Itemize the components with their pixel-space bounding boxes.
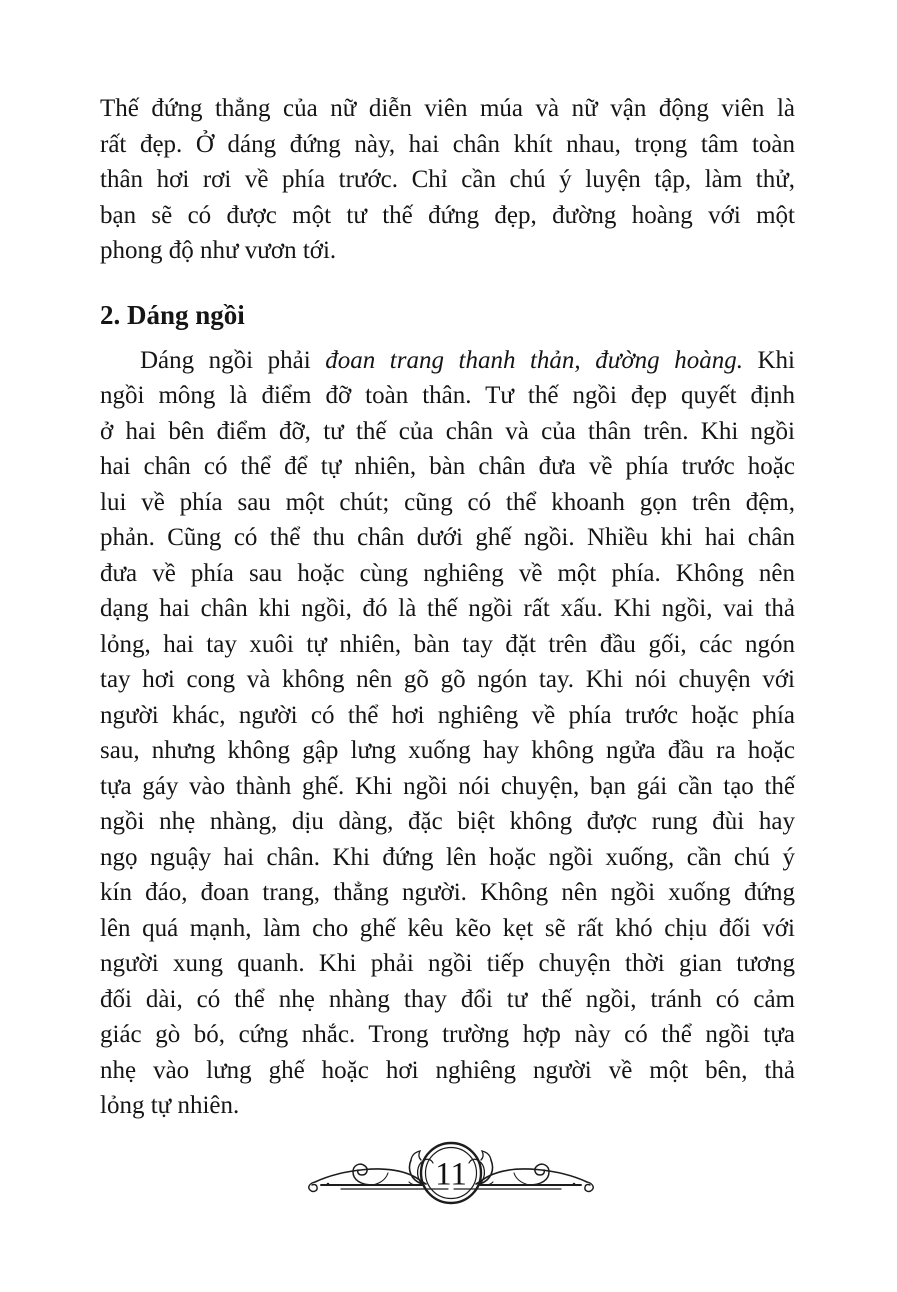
- text-segment: lỏng tự nhiên.: [100, 1092, 240, 1119]
- text-segment: rất đẹp. Ở dáng đứng này, hai chân khít nhau, trọng tâm toàn: [100, 130, 795, 158]
- text-line: [100, 127, 795, 163]
- text-segment: đưa về phía sau hoặc cùng nghiêng về một phía. Không nên: [100, 559, 795, 587]
- text-line: [100, 804, 795, 840]
- paragraph-standing-posture: [100, 91, 795, 269]
- text-line: [100, 198, 795, 234]
- text-line: [100, 982, 795, 1018]
- text-line: [100, 520, 795, 556]
- text-segment: ngọ nguậy hai chân. Khi đứng lên hoặc ngồi xuống, cần chú ý: [100, 843, 795, 871]
- text-segment: lui về phía sau một chút; cũng có thể khoanh gọn trên đệm,: [100, 488, 795, 516]
- text-segment: tay hơi cong và không nên gõ gõ ngón tay. Khi nói chuyện với: [100, 666, 795, 693]
- text-segment: ở hai bên điểm đỡ, tư thế của chân và của thân trên. Khi ngồi: [100, 417, 795, 445]
- text-line: [100, 1017, 795, 1053]
- text-segment: lỏng, hai tay xuôi tự nhiên, bàn tay đặt trên đầu gối, các ngón: [100, 630, 795, 658]
- text-segment: phản. Cũng có thể thu chân dưới ghế ngồi. Nhiều khi hai chân: [100, 524, 795, 551]
- flourish-left-icon: [309, 1151, 448, 1191]
- text-line: [100, 91, 795, 127]
- text-line: [100, 840, 795, 876]
- text-segment: nhẹ vào lưng ghế hoặc hơi nghiêng người về một bên, thả: [100, 1056, 795, 1084]
- text-line: [100, 449, 795, 485]
- text-segment: hai chân có thể để tự nhiên, bàn chân đưa về phía trước hoặc: [100, 453, 795, 480]
- text-segment: bạn sẽ có được một tư thế đứng đẹp, đường hoàng với một: [100, 201, 795, 229]
- page-number-ornament: [301, 1132, 601, 1216]
- text-segment: lên quá mạnh, làm cho ghế kêu kẽo kẹt sẽ rất khó chịu đối với: [100, 914, 795, 942]
- text-segment: ngồi mông là điểm đỡ toàn thân. Tư thế ngồi đẹp quyết định: [100, 382, 795, 409]
- text-line: [100, 343, 795, 379]
- text-line: [100, 378, 795, 414]
- text-line: [100, 485, 795, 521]
- text-segment: tựa gáy vào thành ghế. Khi ngồi nói chuyện, bạn gái cần tạo thế: [100, 772, 795, 800]
- text-line: [100, 162, 795, 198]
- text-segment: đối dài, có thể nhẹ nhàng thay đổi tư thế ngồi, tránh có cảm: [100, 985, 795, 1013]
- text-line: [100, 946, 795, 982]
- italic-phrase: đoan trang thanh thản, đường hoàng.: [325, 346, 743, 374]
- text-line: [100, 698, 795, 734]
- text-segment: kín đáo, đoan trang, thẳng người. Không nên ngồi xuống đứng: [100, 879, 795, 906]
- text-line: [100, 556, 795, 592]
- text-segment: người khác, người có thể hơi nghiêng về phía trước hoặc phía: [100, 701, 795, 729]
- text-line: [100, 627, 795, 663]
- text-segment: giác gò bó, cứng nhắc. Trong trường hợp này có thể ngồi tựa: [100, 1021, 795, 1048]
- text-line: [100, 1053, 795, 1089]
- text-segment: Thế đứng thẳng của nữ diễn viên múa và nữ vận động viên là: [100, 95, 795, 122]
- text-segment: sau, nhưng không gập lưng xuống hay không ngửa đầu ra hoặc: [100, 737, 795, 764]
- text-line: [100, 233, 795, 269]
- page-number: 11: [435, 1156, 467, 1193]
- text-line: [100, 662, 795, 698]
- text-segment: Khi: [742, 346, 796, 374]
- text-line: [100, 591, 795, 627]
- text-segment: phong độ như vươn tới.: [100, 237, 337, 264]
- text-line: [100, 1088, 795, 1124]
- text-segment: dạng hai chân khi ngồi, đó là thế ngồi rất xấu. Khi ngồi, vai thả: [100, 595, 795, 622]
- text-line: [100, 769, 795, 805]
- text-line: [100, 733, 795, 769]
- text-segment: ngồi nhẹ nhàng, dịu dàng, đặc biệt không được rung đùi hay: [100, 808, 795, 835]
- section-heading: 2. Dáng ngồi: [100, 299, 245, 330]
- text-column: [100, 91, 795, 1124]
- text-line: [100, 911, 795, 947]
- text-line: [100, 875, 795, 911]
- text-segment: người xung quanh. Khi phải ngồi tiếp chuyện thời gian tương: [100, 950, 795, 977]
- text-segment: thân hơi rơi về phía trước. Chỉ cần chú ý luyện tập, làm thử,: [100, 166, 795, 193]
- paragraph-sitting-posture: [100, 343, 795, 1124]
- text-line: [100, 414, 795, 450]
- text-segment: Dáng ngồi phải: [140, 346, 326, 374]
